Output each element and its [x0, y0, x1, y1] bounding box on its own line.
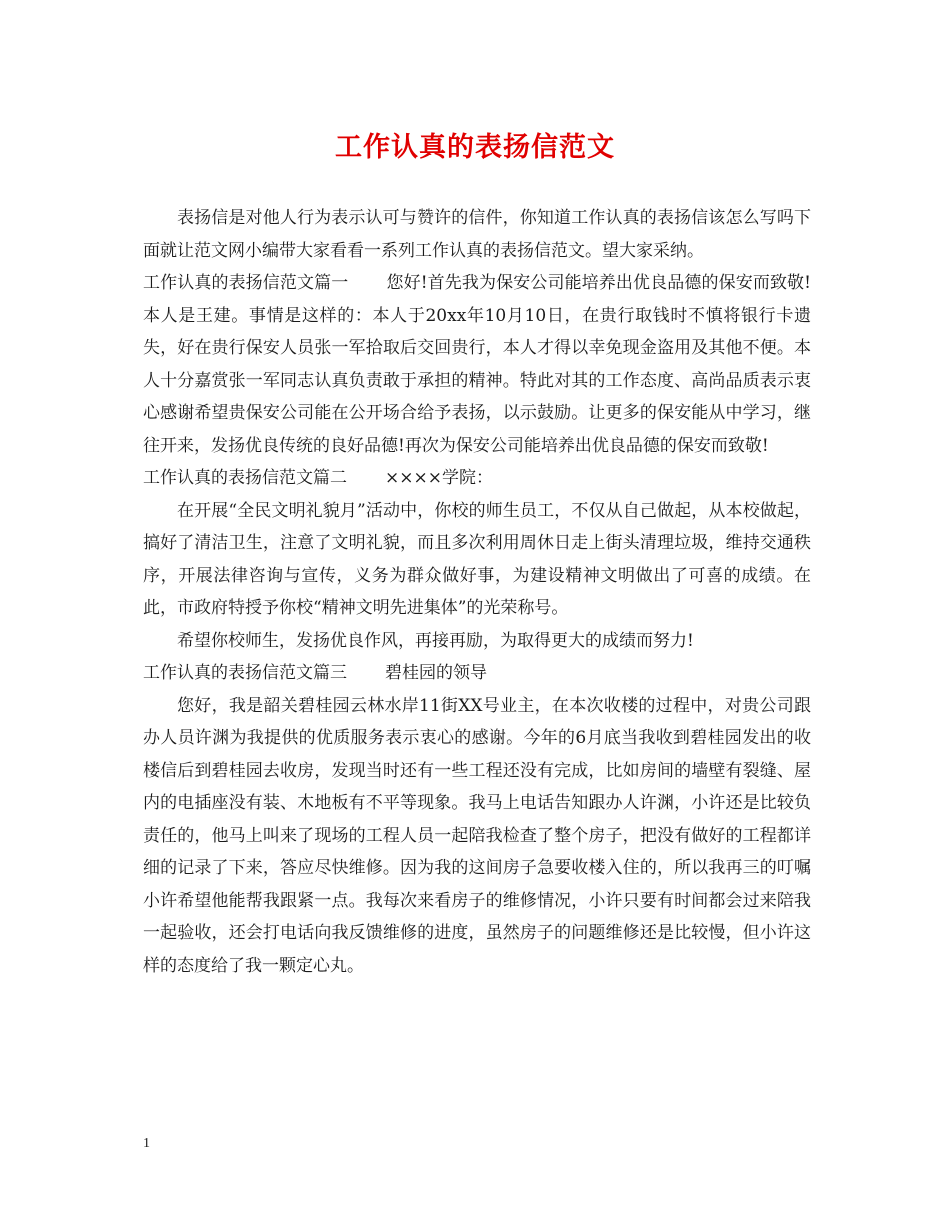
section-2-paragraph-1: 在开展“全民文明礼貌月”活动中，你校的师生员工，不仅从自己做起，从本校做起，搞好了清洁卫生，注意了文明礼貌，而且多次利用周休日走上街头清理垃圾，维持交通秩序，开展法律咨询与宣传，义务为群众做好事，为建设精神文明做出了可喜的成绩。在此，市政府特授予你校“精神文明先进集体”的光荣称号。	[143, 500, 811, 618]
section-2-paragraph-2: 希望你校师生，发扬优良作风，再接再励，为取得更大的成绩而努力!	[177, 630, 694, 651]
section-3-heading-line	[143, 657, 811, 690]
section-2-heading: 工作认真的表扬信范文篇二	[143, 468, 347, 488]
section-2-heading-line	[143, 462, 811, 495]
page-number: 1	[143, 1136, 150, 1151]
section-3-heading: 工作认真的表扬信范文篇三	[143, 663, 347, 683]
section-3-paragraph-1: 您好，我是韶关碧桂园云林水岸11街XX号业主，在本次收楼的过程中，对贵公司跟办人员许渊为我提供的优质服务表示衷心的感谢。今年的6月底当我收到碧桂园发出的收楼信后到碧桂园去收房，发现当时还有一些工程还没有完成，比如房间的墙壁有裂缝、屋内的电插座没有装、木地板有不平等现象。我马上电话告知跟办人许渊，小许还是比较负责任的，他马上叫来了现场的工程人员一起陪我检查了整个房子，把没有做好的工程都详细的记录了下来，答应尽快维修。因为我的这间房子急要收楼入住的，所以我再三的叮嘱小许希望他能帮我跟紧一点。我每次来看房子的维修情况，小许只要有时间都会过来陪我一起验收，还会打电话向我反馈维修的进度，虽然房子的问题维修还是比较慢，但小许这样的态度给了我一颗定心丸。	[143, 695, 811, 976]
section-3-salutation: 碧桂园的领导	[385, 663, 487, 683]
section-1-heading: 工作认真的表扬信范文篇一	[143, 273, 349, 293]
intro-paragraph: 表扬信是对他人行为表示认可与赞许的信件，你知道工作认真的表扬信该怎么写吗下面就让范文网小编带大家看看一系列工作认真的表扬信范文。望大家采纳。	[143, 208, 811, 261]
document-body	[143, 202, 811, 982]
section-1-body: 您好!首先我为保安公司能培养出优良品德的保安而致敬!本人是王建。事情是这样的：本人于20xx年10月10日，在贵行取钱时不慎将银行卡遗失，好在贵行保安人员张一军拾取后交回贵行，本人才得以幸免现金盗用及其他不便。本人十分嘉赏张一军同志认真负责敢于承担的精神。特此对其的工作态度、高尚品质表示衷心感谢希望贵保安公司能在公开场合给予表扬，以示鼓励。让更多的保安能从中学习，继往开来，发扬优良传统的良好品德!再次为保安公司能培养出优良品德的保安而致敬!	[143, 273, 811, 456]
section-2-salutation: ××××学院：	[385, 468, 493, 488]
section-1-paragraph	[143, 267, 811, 462]
document-title: 工作认真的表扬信范文	[335, 132, 615, 163]
